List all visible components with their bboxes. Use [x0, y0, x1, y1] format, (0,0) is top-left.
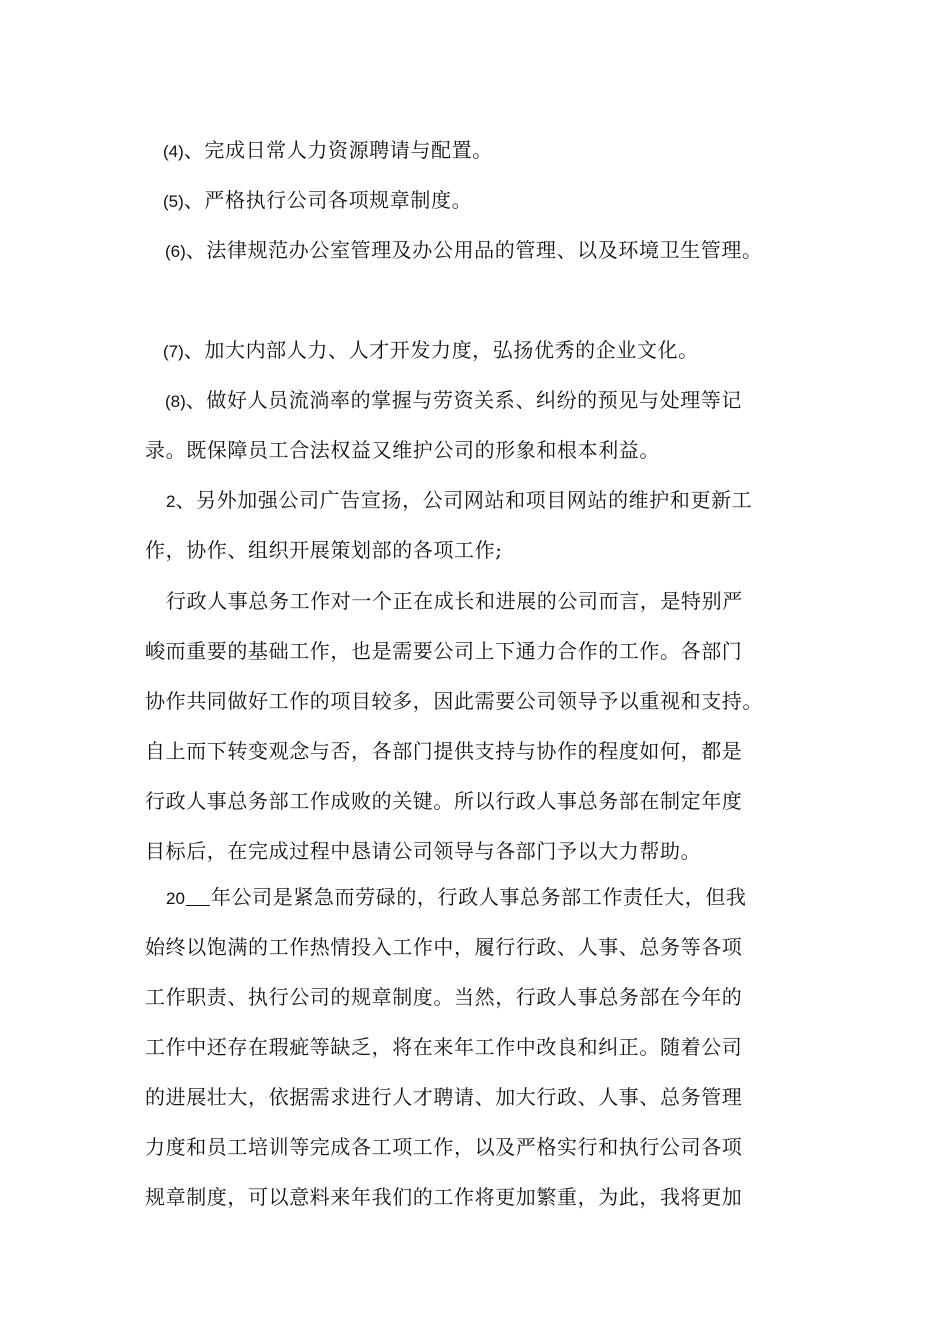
item-text: 、完成日常人力资源聘请与配置。 — [183, 138, 493, 162]
paragraph-2-line: 工作职责、执行公司的规章制度。当然，行政人事总务部在今年的 — [145, 985, 743, 1009]
item-number: (5) — [163, 192, 184, 211]
paragraph-2-first-line — [166, 883, 747, 913]
list-item-8 — [165, 386, 742, 416]
list-item-8-continuation: 录。既保障员工合法权益又维护公司的形象和根本利益。 — [145, 438, 660, 462]
paragraph-1-line: 协作共同做好工作的项目较多，因此需要公司领导予以重视和支持。 — [145, 689, 763, 713]
year-prefix: 20 — [166, 889, 185, 908]
list-item-6 — [165, 236, 763, 266]
item-number: (6) — [165, 242, 186, 261]
section-text: 、另外加强公司广告宣扬，公司网站和项目网站的维护和更新工 — [175, 488, 753, 512]
item-number: (8) — [165, 392, 186, 411]
paragraph-2-line: 工作中还存在瑕疵等缺乏，将在来年工作中改良和纠正。随着公司 — [145, 1035, 743, 1059]
item-text: 、严格执行公司各项规章制度。 — [183, 188, 473, 212]
paragraph-1-line: 行政人事总务工作对一个正在成长和进展的公司而言，是特别严 — [166, 589, 743, 613]
item-number: (7) — [163, 342, 184, 361]
section-2-line-2: 作，协作、组织开展策划部的各项工作; — [145, 538, 503, 562]
paragraph-2-line: 规章制度，可以意料来年我们的工作将更加繁重，为此，我将更加 — [145, 1185, 743, 1209]
paragraph-1-line: 峻而重要的基础工作，也是需要公司上下通力合作的工作。各部门 — [145, 639, 743, 663]
item-number: (4) — [163, 142, 184, 161]
paragraph-2-first-text: 年公司是紧急而劳碌的，行政人事总务部工作责任大，但我 — [210, 885, 747, 909]
item-text: 、法律规范办公室管理及办公用品的管理、以及环境卫生管理。 — [185, 238, 763, 262]
paragraph-2-line: 力度和员工培训等完成各工项工作，以及严格实行和执行公司各项 — [145, 1135, 743, 1159]
section-2-line-1 — [166, 486, 752, 516]
list-item-5 — [163, 186, 472, 216]
paragraph-1-line: 行政人事总务部工作成败的关键。所以行政人事总务部在制定年度 — [145, 789, 743, 813]
item-text: 、加大内部人力、人才开发力度，弘扬优秀的企业文化。 — [183, 338, 699, 362]
section-number: 2 — [166, 492, 176, 511]
list-item-7 — [163, 336, 699, 366]
year-blank — [186, 887, 210, 906]
paragraph-2-line: 的进展壮大，依据需求进行人才聘请、加大行政、人事、总务管理 — [145, 1085, 743, 1109]
paragraph-1-line: 自上而下转变观念与否，各部门提供支持与协作的程度如何，都是 — [145, 739, 743, 763]
paragraph-1-line: 目标后，在完成过程中恳请公司领导与各部门予以大力帮助。 — [145, 839, 702, 863]
item-text: 、做好人员流淌率的掌握与劳资关系、纠纷的预见与处理等记 — [185, 388, 742, 412]
paragraph-2-line: 始终以饱满的工作热情投入工作中，履行行政、人事、总务等各项 — [145, 935, 743, 959]
list-item-4 — [163, 136, 493, 166]
